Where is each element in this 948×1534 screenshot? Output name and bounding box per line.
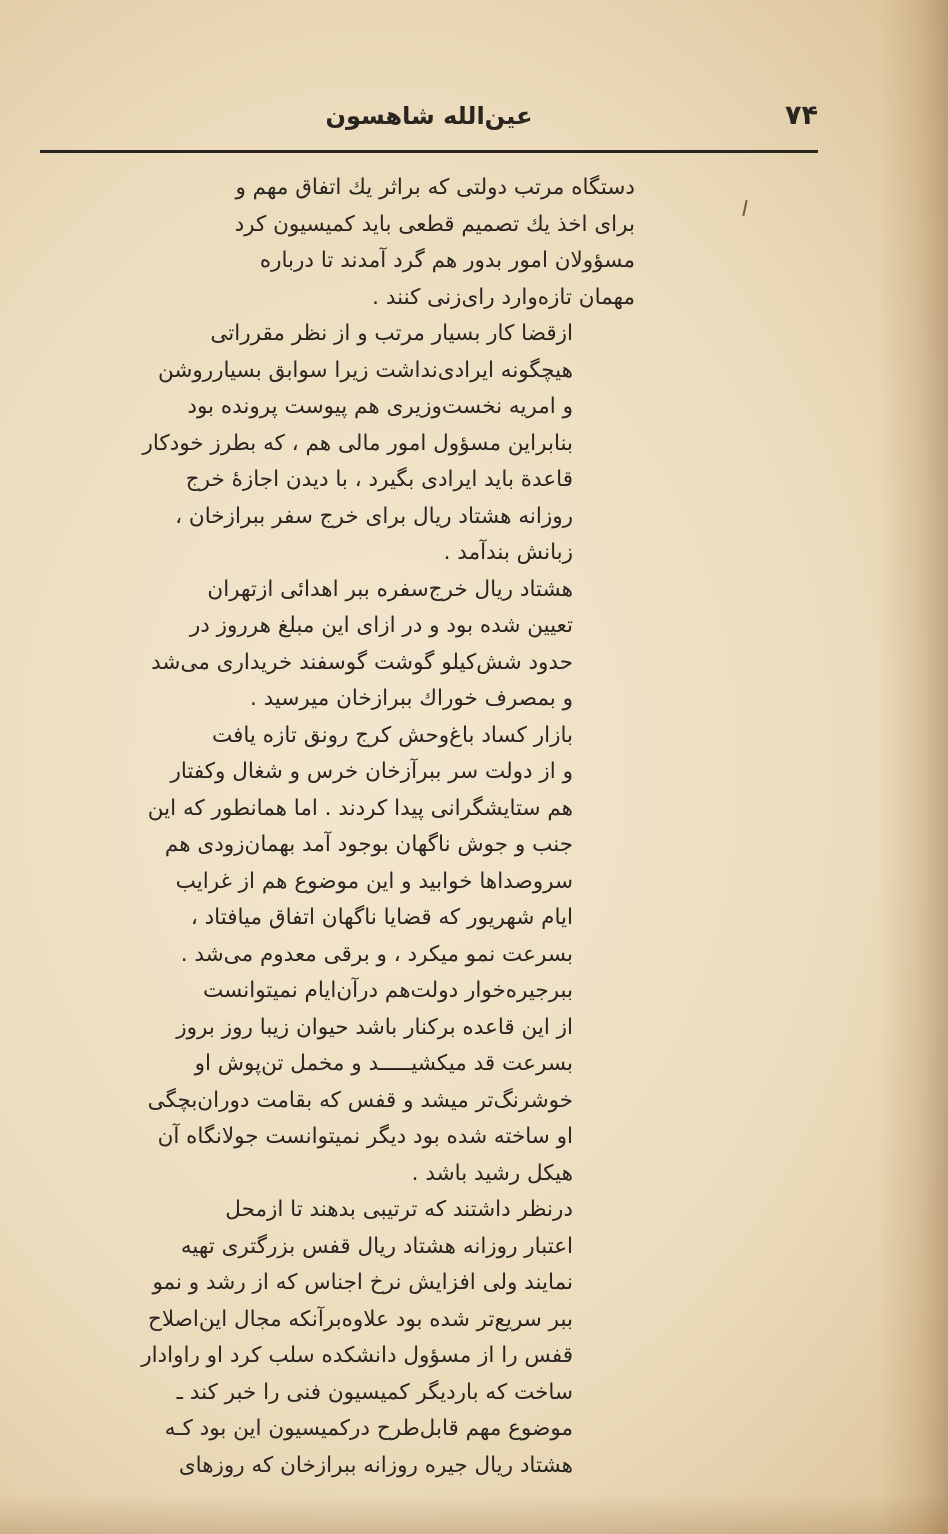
paragraph-1 xyxy=(40,170,635,316)
margin-mark xyxy=(742,200,747,216)
running-title: عین‌الله شاهسون xyxy=(325,102,533,130)
text-line: هم ستایشگرانی پیدا کردند . اما همانطور که این xyxy=(147,795,573,821)
header-rule xyxy=(40,150,818,153)
paragraph-6 xyxy=(40,1192,635,1484)
paragraph-3 xyxy=(40,572,635,718)
page-shadow-bottom xyxy=(0,1494,948,1534)
text-line: جنب و جوش ناگهان بوجود آمد بهمان‌زودی هم xyxy=(164,832,573,857)
paragraph-2 xyxy=(40,316,635,572)
text-line: زبانش بندآمد . xyxy=(443,540,573,565)
text-line: ازقضا کار بسیار مرتب و از نظر مقرراتی xyxy=(210,321,573,346)
body-text xyxy=(40,170,635,1484)
text-line: مسؤولان امور بدور هم گرد آمدند تا درباره xyxy=(259,248,635,273)
page-header xyxy=(40,100,818,146)
text-line: موضوع مهم قابل‌طرح درکمیسیون این بود کـه xyxy=(164,1416,573,1441)
text-line: هیچگونه ایرادی‌نداشت زیرا سوابق بسیارروشن xyxy=(157,357,573,383)
text-line: بسرعت نمو میکرد ، و برقی معدوم می‌شد . xyxy=(180,941,573,967)
text-line: و امریه نخست‌وزیری هم پیوست پرونده بود xyxy=(187,394,573,419)
text-line: و از دولت سر ببرآزخان خرس و شغال وکفتار xyxy=(170,759,573,784)
text-line: هشتاد ریال جیره روزانه ببرازخان که روزهای xyxy=(178,1452,573,1478)
paragraph-4 xyxy=(40,718,635,974)
paragraph-5 xyxy=(40,973,635,1192)
text-line: قاعدة باید ایرادی بگیرد ، با دیدن اجازهٔ خرج xyxy=(185,467,573,492)
text-line: هیکل رشید باشد . xyxy=(411,1160,573,1186)
text-line: تعیین شده بود و در ازای این مبلغ هرروز در xyxy=(189,613,573,638)
text-line: سروصداها خوابید و این موضوع هم از غرایب xyxy=(175,868,573,894)
text-line: ساخت که باردیگر کمیسیون فنی را خبر کند ـ xyxy=(176,1379,573,1405)
text-line: ببرجیره‌خوار دولت‌هم درآن‌ایام نمیتوانست xyxy=(202,978,573,1003)
text-line: دستگاه مرتب دولتی که براثر یك اتفاق مهم و xyxy=(235,175,635,200)
text-line: مهمان تازه‌وارد رای‌زنی کنند . xyxy=(372,284,635,310)
text-line: بسرعت قد میکشیـــــد و مخمل تن‌پوش او xyxy=(194,1051,573,1076)
text-line: اعتبار روزانه هشتاد ریال قفس بزرگتری تهیه xyxy=(180,1233,573,1259)
text-line: بنابراین مسؤول امور مالی هم ، که بطرز خودکار xyxy=(142,430,573,456)
text-line: قفس را از مسؤول دانشکده سلب کرد او راوادار xyxy=(141,1343,573,1368)
text-line: ایام شهریور که قضایا ناگهان اتفاق میافتاد ، xyxy=(190,905,573,930)
text-line: خوشرنگ‌تر میشد و قفس که بقامت دوران‌بچگی xyxy=(147,1087,573,1113)
text-line: و بمصرف خوراك ببرازخان میرسید . xyxy=(249,686,573,711)
text-line: بازار کساد باغ‌وحش کرج رونق تازه یافت xyxy=(211,722,573,748)
text-line: ببر سریع‌تر شده بود علاوه‌برآنکه مجال این‌اصلاح xyxy=(147,1306,573,1332)
text-line: برای اخذ یك تصمیم قطعی باید کمیسیون کرد xyxy=(234,211,635,237)
text-line: هشتاد ریال خرج‌سفره ببر اهدائی ازتهران xyxy=(207,576,573,602)
text-line: از این قاعده برکنار باشد حیوان زیبا روز بروز xyxy=(176,1014,573,1040)
text-line: نمایند ولی افزایش نرخ اجناس که از رشد و نمو xyxy=(152,1270,573,1295)
text-line: حدود شش‌کیلو گوشت گوسفند خریداری می‌شد xyxy=(151,649,573,675)
page-shadow-right xyxy=(878,0,948,1534)
text-line: روزانه هشتاد ریال برای خرج سفر ببرازخان ، xyxy=(175,503,573,529)
text-line: او ساخته شده بود دیگر نمیتوانست جولانگاه آن xyxy=(157,1124,573,1149)
page-number: ۷۴ xyxy=(785,100,818,131)
text-line: درنظر داشتند که ترتیبی بدهند تا ازمحل xyxy=(225,1197,573,1222)
